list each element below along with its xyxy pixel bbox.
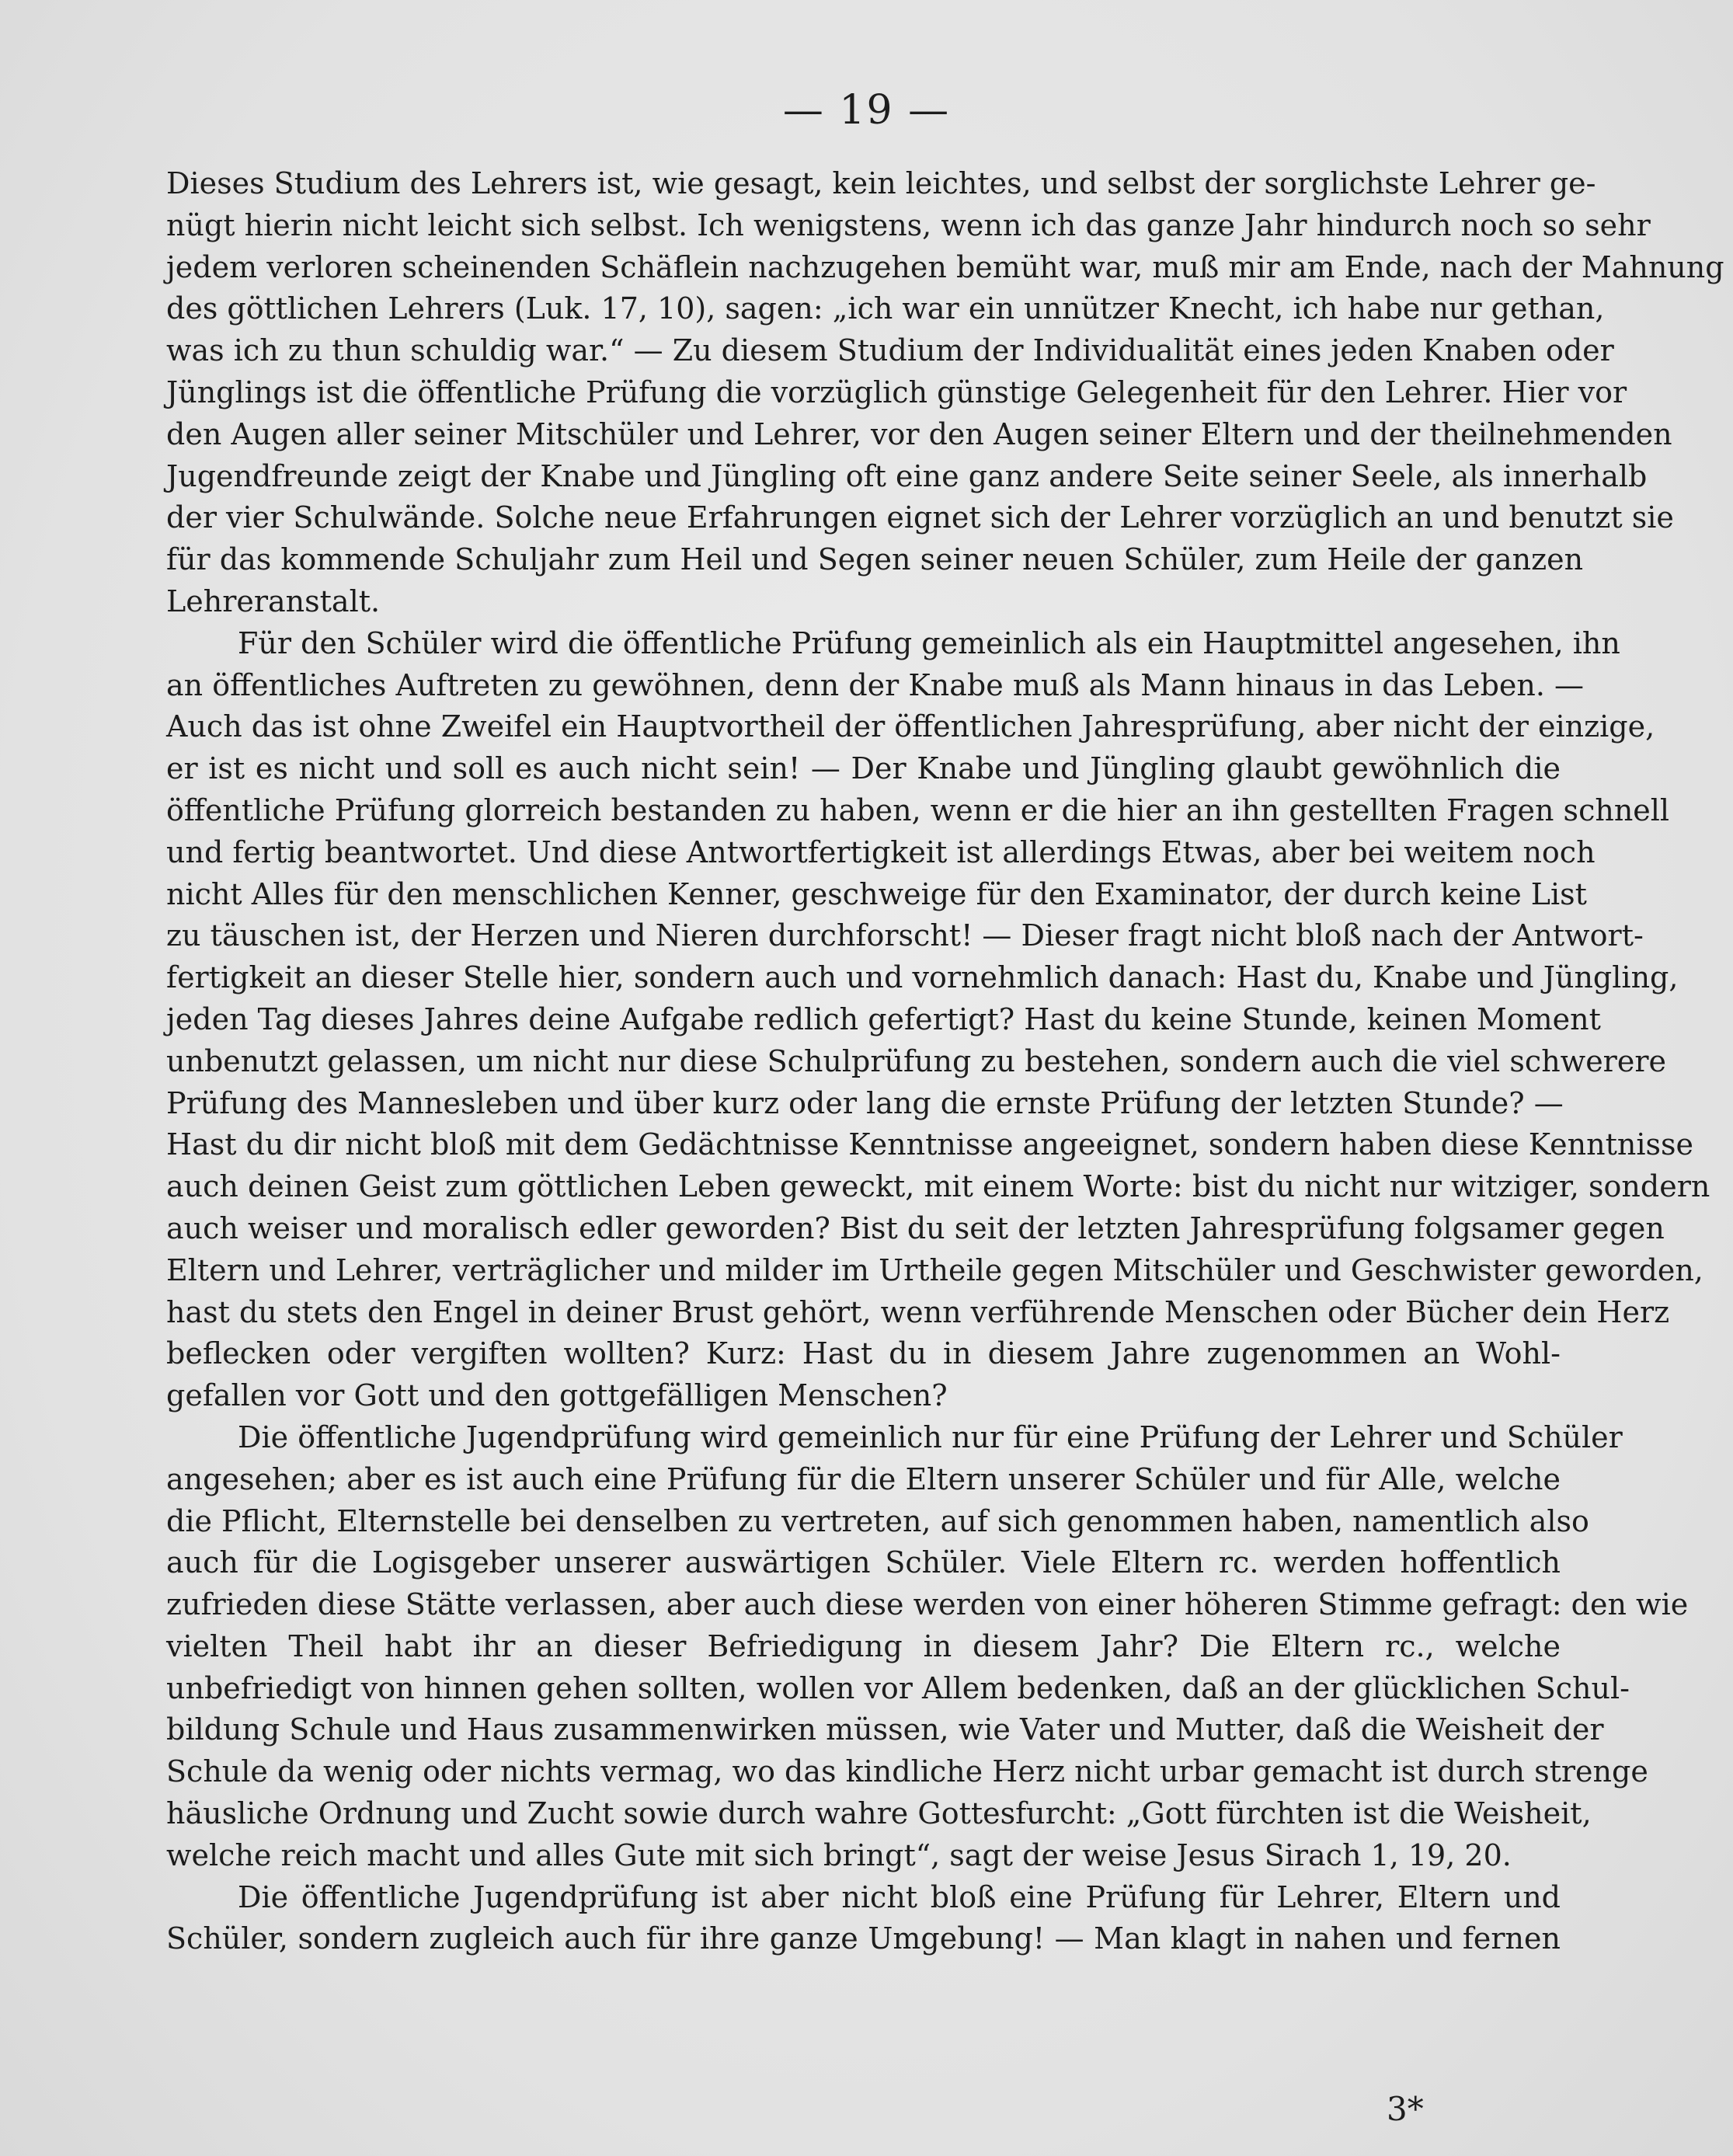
text-line: nügt hierin nicht leicht sich selbst. Ich wenigstens, wenn ich das ganze Jahr hindurch noch so sehr	[166, 207, 1651, 242]
text-line: Dieses Studium des Lehrers ist, wie gesagt, kein leichtes, und selbst der sorglichste Lehrer ge-	[166, 166, 1596, 200]
text-line: den Augen aller seiner Mitschüler und Lehrer, vor den Augen seiner Eltern und der theilnehmenden	[166, 416, 1672, 451]
signature-mark: 3*	[1387, 2090, 1424, 2128]
text-line: angesehen; aber es ist auch eine Prüfung für die Eltern unserer Schüler und für Alle, welche	[166, 1461, 1561, 1496]
text-line: und fertig beantwortet. Und diese Antwortfertigkeit ist allerdings Etwas, aber bei weitem noch	[166, 834, 1596, 869]
text-line: Die öffentliche Jugendprüfung ist aber nicht bloß eine Prüfung für Lehrer, Eltern und	[238, 1879, 1561, 1914]
text-line: bildung Schule und Haus zusammenwirken müssen, wie Vater und Mutter, daß die Weisheit der	[166, 1712, 1604, 1747]
text-line: Auch das ist ohne Zweifel ein Hauptvortheil der öffentlichen Jahresprüfung, aber nicht der einzige,	[166, 709, 1655, 744]
text-line: gefallen vor Gott und den gottgefälligen Menschen?	[166, 1378, 948, 1413]
text-line: zufrieden diese Stätte verlassen, aber auch diese werden von einer höheren Stimme gefragt: den wie	[166, 1587, 1689, 1622]
text-line: Die öffentliche Jugendprüfung wird gemeinlich nur für eine Prüfung der Lehrer und Schüler	[238, 1419, 1623, 1454]
text-line: unbenutzt gelassen, um nicht nur diese Schulprüfung zu bestehen, sondern auch die viel schwerere	[166, 1043, 1666, 1078]
text-line: häusliche Ordnung und Zucht sowie durch wahre Gottesfurcht: „Gott fürchten ist die Weisheit,	[166, 1796, 1592, 1831]
text-line: vielten Theil habt ihr an dieser Befriedigung in diesem Jahr? Die Eltern rc., welche	[166, 1628, 1561, 1663]
text-line: was ich zu thun schuldig war.“ — Zu diesem Studium der Individualität eines jeden Knaben oder	[166, 333, 1614, 368]
text-line: Für den Schüler wird die öffentliche Prüfung gemeinlich als ein Hauptmittel angesehen, ihn	[238, 625, 1620, 660]
text-line: des göttlichen Lehrers (Luk. 17, 10), sagen: „ich war ein unnützer Knecht, ich habe nur gethan,	[166, 291, 1605, 326]
text-line: Jugendfreunde zeigt der Knabe und Jüngling oft eine ganz andere Seite seiner Seele, als innerhalb	[166, 458, 1648, 493]
text-line: auch weiser und moralisch edler geworden? Bist du seit der letzten Jahresprüfung folgsamer gegen	[166, 1210, 1665, 1245]
text-line: Lehreranstalt.	[166, 583, 381, 618]
text-line: der vier Schulwände. Solche neue Erfahrungen eignet sich der Lehrer vorzüglich an und benutzt sie	[166, 500, 1674, 535]
text-line: Eltern und Lehrer, verträglicher und milder im Urtheile gegen Mitschüler und Geschwister geworden,	[166, 1252, 1703, 1287]
text-line: Schule da wenig oder nichts vermag, wo das kindliche Herz nicht urbar gemacht ist durch strenge	[166, 1754, 1648, 1789]
text-line: beflecken oder vergiften wollten? Kurz: Hast du in diesem Jahre zugenommen an Wohl-	[166, 1336, 1561, 1371]
text-line: Jünglings ist die öffentliche Prüfung die vorzüglich günstige Gelegenheit für den Lehrer. Hier vor	[166, 374, 1627, 409]
text-line: welche reich macht und alles Gute mit sich bringt“, sagt der weise Jesus Sirach 1, 19, 20.	[166, 1837, 1512, 1872]
page-number-header: — 19 —	[782, 87, 951, 134]
text-line: er ist es nicht und soll es auch nicht sein! — Der Knabe und Jüngling glaubt gewöhnlich die	[166, 751, 1561, 786]
text-line: fertigkeit an dieser Stelle hier, sondern auch und vornehmlich danach: Hast du, Knabe und Jüngling,	[166, 960, 1679, 995]
text-line: auch deinen Geist zum göttlichen Leben geweckt, mit einem Worte: bist du nicht nur witziger, sondern	[166, 1169, 1710, 1204]
text-line: an öffentliches Auftreten zu gewöhnen, denn der Knabe muß als Mann hinaus in das Leben. —	[166, 667, 1585, 702]
text-line: auch für die Logisgeber unserer auswärtigen Schüler. Viele Eltern rc. werden hoffentlich	[166, 1545, 1561, 1580]
text-line: die Pflicht, Elternstelle bei denselben zu vertreten, auf sich genommen haben, namentlich also	[166, 1503, 1589, 1538]
text-line: für das kommende Schuljahr zum Heil und Segen seiner neuen Schüler, zum Heile der ganzen	[166, 542, 1584, 577]
text-line: öffentliche Prüfung glorreich bestanden zu haben, wenn er die hier an ihn gestellten Fragen schnell	[166, 792, 1670, 827]
text-line: jeden Tag dieses Jahres deine Aufgabe redlich gefertigt? Hast du keine Stunde, keinen Moment	[166, 1001, 1601, 1036]
text-line: hast du stets den Engel in deiner Brust gehört, wenn verführende Menschen oder Bücher dein Herz	[166, 1294, 1670, 1329]
text-line: Prüfung des Mannesleben und über kurz oder lang die ernste Prüfung der letzten Stunde? —	[166, 1085, 1564, 1120]
text-line: zu täuschen ist, der Herzen und Nieren durchforscht! — Dieser fragt nicht bloß nach der Antwort-	[166, 918, 1644, 953]
text-line: nicht Alles für den menschlichen Kenner, geschweige für den Examinator, der durch keine List	[166, 876, 1587, 911]
body-text	[166, 163, 1724, 1960]
text-line: Hast du dir nicht bloß mit dem Gedächtnisse Kenntnisse angeeignet, sondern haben diese Kenntnisse	[166, 1127, 1693, 1162]
text-line: unbefriedigt von hinnen gehen sollten, wollen vor Allem bedenken, daß an der glücklichen Schul-	[166, 1670, 1630, 1705]
text-line: Schüler, sondern zugleich auch für ihre ganze Umgebung! — Man klagt in nahen und fernen	[166, 1921, 1561, 1956]
text-line: jedem verloren scheinenden Schäflein nachzugehen bemüht war, muß mir am Ende, nach der Mahnung	[166, 249, 1724, 284]
